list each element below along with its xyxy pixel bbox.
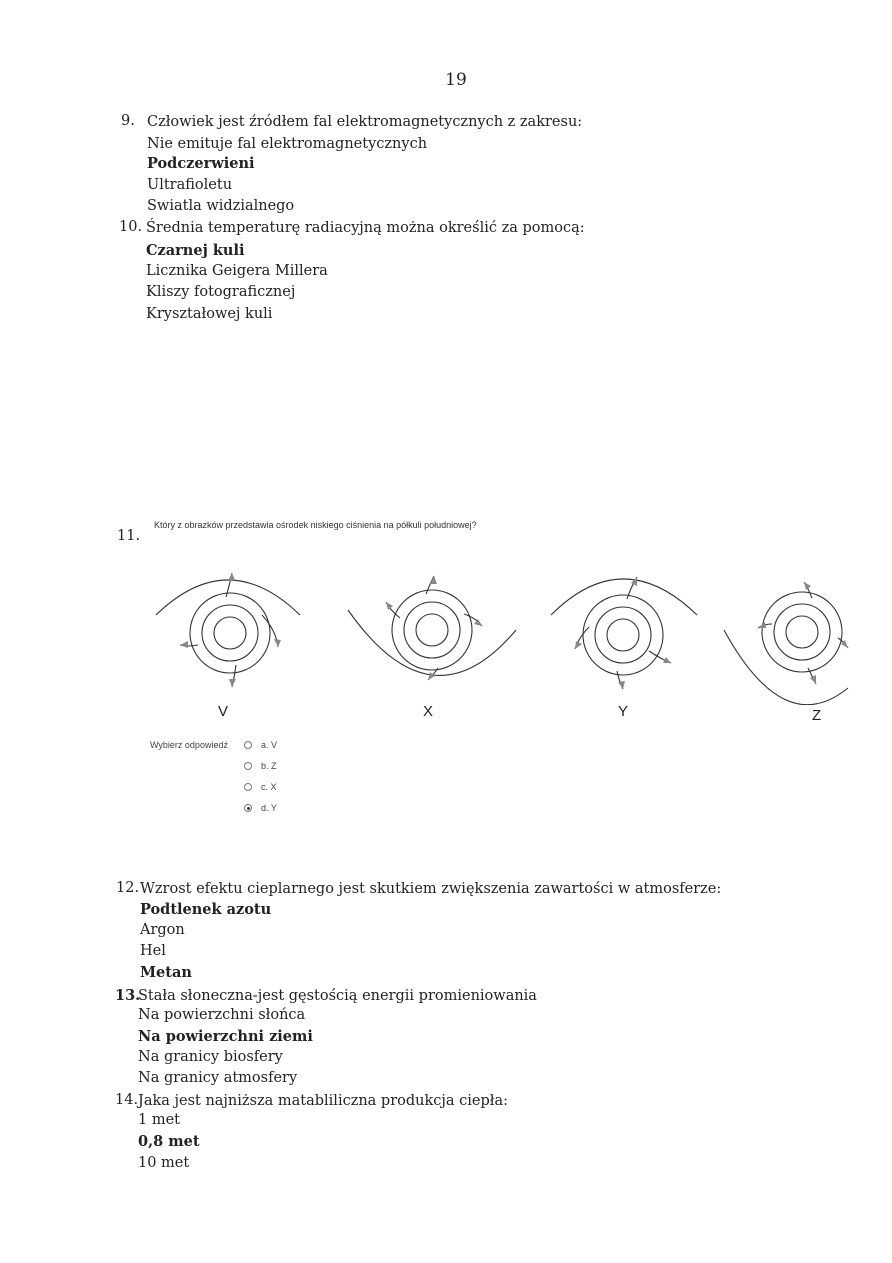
answer-prompt: Wybierz odpowiedź bbox=[150, 740, 228, 750]
choice-d[interactable] bbox=[244, 803, 277, 813]
page-number: 19 bbox=[445, 70, 467, 90]
question-14-number: 14. bbox=[115, 1092, 139, 1108]
question-12-option-3: Hel bbox=[140, 943, 166, 959]
choice-b[interactable] bbox=[244, 761, 277, 771]
radio-checked-icon[interactable] bbox=[244, 804, 252, 812]
question-10-number: 10. bbox=[119, 219, 143, 235]
question-14-option-3: 10 met bbox=[138, 1155, 190, 1171]
question-12-option-4: Metan bbox=[140, 964, 192, 981]
question-12-text: Wzrost efektu cieplarnego jest skutkiem zwiększenia zawartości w atmosferze: bbox=[140, 881, 722, 897]
question-13-option-3: Na granicy biosfery bbox=[138, 1049, 283, 1065]
question-9-number: 9. bbox=[121, 113, 135, 129]
question-10-option-3: Kliszy fotograficznej bbox=[146, 284, 296, 300]
pressure-diagram-y bbox=[545, 555, 705, 695]
diagram-label-y: Y bbox=[618, 703, 629, 720]
diagram-label-z: Z bbox=[812, 707, 822, 724]
question-12-option-1: Podtlenek azotu bbox=[140, 901, 272, 918]
radio-unchecked-icon[interactable] bbox=[244, 783, 252, 791]
choice-c[interactable] bbox=[244, 782, 277, 792]
question-10-option-2: Licznika Geigera Millera bbox=[146, 263, 328, 279]
question-14-option-1: 1 met bbox=[138, 1112, 180, 1128]
question-13-option-4: Na granicy atmosfery bbox=[138, 1070, 298, 1086]
question-9-text: Człowiek jest źródłem fal elektromagnetycznych z zakresu: bbox=[147, 114, 583, 130]
question-12-number: 12. bbox=[116, 880, 140, 896]
question-11-text: Który z obrazków przedstawia ośrodek niskiego ciśnienia na półkuli południowej? bbox=[154, 520, 477, 530]
question-11-number: 11. bbox=[117, 528, 141, 544]
question-13-option-2: Na powierzchni ziemi bbox=[138, 1028, 313, 1045]
question-10-option-4: Kryształowej kuli bbox=[146, 306, 273, 322]
question-10-option-1: Czarnej kuli bbox=[146, 242, 245, 259]
radio-unchecked-icon[interactable] bbox=[244, 762, 252, 770]
question-9-option-2: Podczerwieni bbox=[147, 155, 255, 172]
question-14-option-2: 0,8 met bbox=[138, 1133, 200, 1150]
question-13-text: Stała słoneczna-jest gęstością energii promieniowania bbox=[138, 988, 537, 1004]
question-9-option-1: Nie emituje fal elektromagnetycznych bbox=[147, 136, 428, 152]
choice-a[interactable] bbox=[244, 740, 277, 750]
question-14-text: Jaka jest najniższa matabliliczna produkcja ciepła: bbox=[138, 1093, 509, 1109]
choice-d-label: d. Y bbox=[261, 803, 277, 813]
question-13-option-1: Na powierzchni słońca bbox=[138, 1007, 306, 1023]
pressure-diagram-v bbox=[148, 555, 308, 695]
question-12-option-2: Argon bbox=[140, 922, 185, 938]
radio-unchecked-icon[interactable] bbox=[244, 741, 252, 749]
question-13-number: 13. bbox=[115, 987, 141, 1004]
question-9-option-4: Swiatla widzialnego bbox=[147, 198, 295, 214]
diagram-label-x: X bbox=[423, 703, 434, 720]
question-10-text: Średnia temperaturę radiacyjną można określić za pomocą: bbox=[146, 220, 585, 236]
choice-b-label: b. Z bbox=[261, 761, 277, 771]
diagram-label-v: V bbox=[218, 703, 229, 720]
choice-a-label: a. V bbox=[261, 740, 278, 750]
question-9-option-3: Ultrafioletu bbox=[147, 177, 233, 193]
choice-c-label: c. X bbox=[261, 782, 277, 792]
pressure-diagram-z bbox=[720, 570, 852, 705]
pressure-diagram-x bbox=[342, 570, 522, 705]
